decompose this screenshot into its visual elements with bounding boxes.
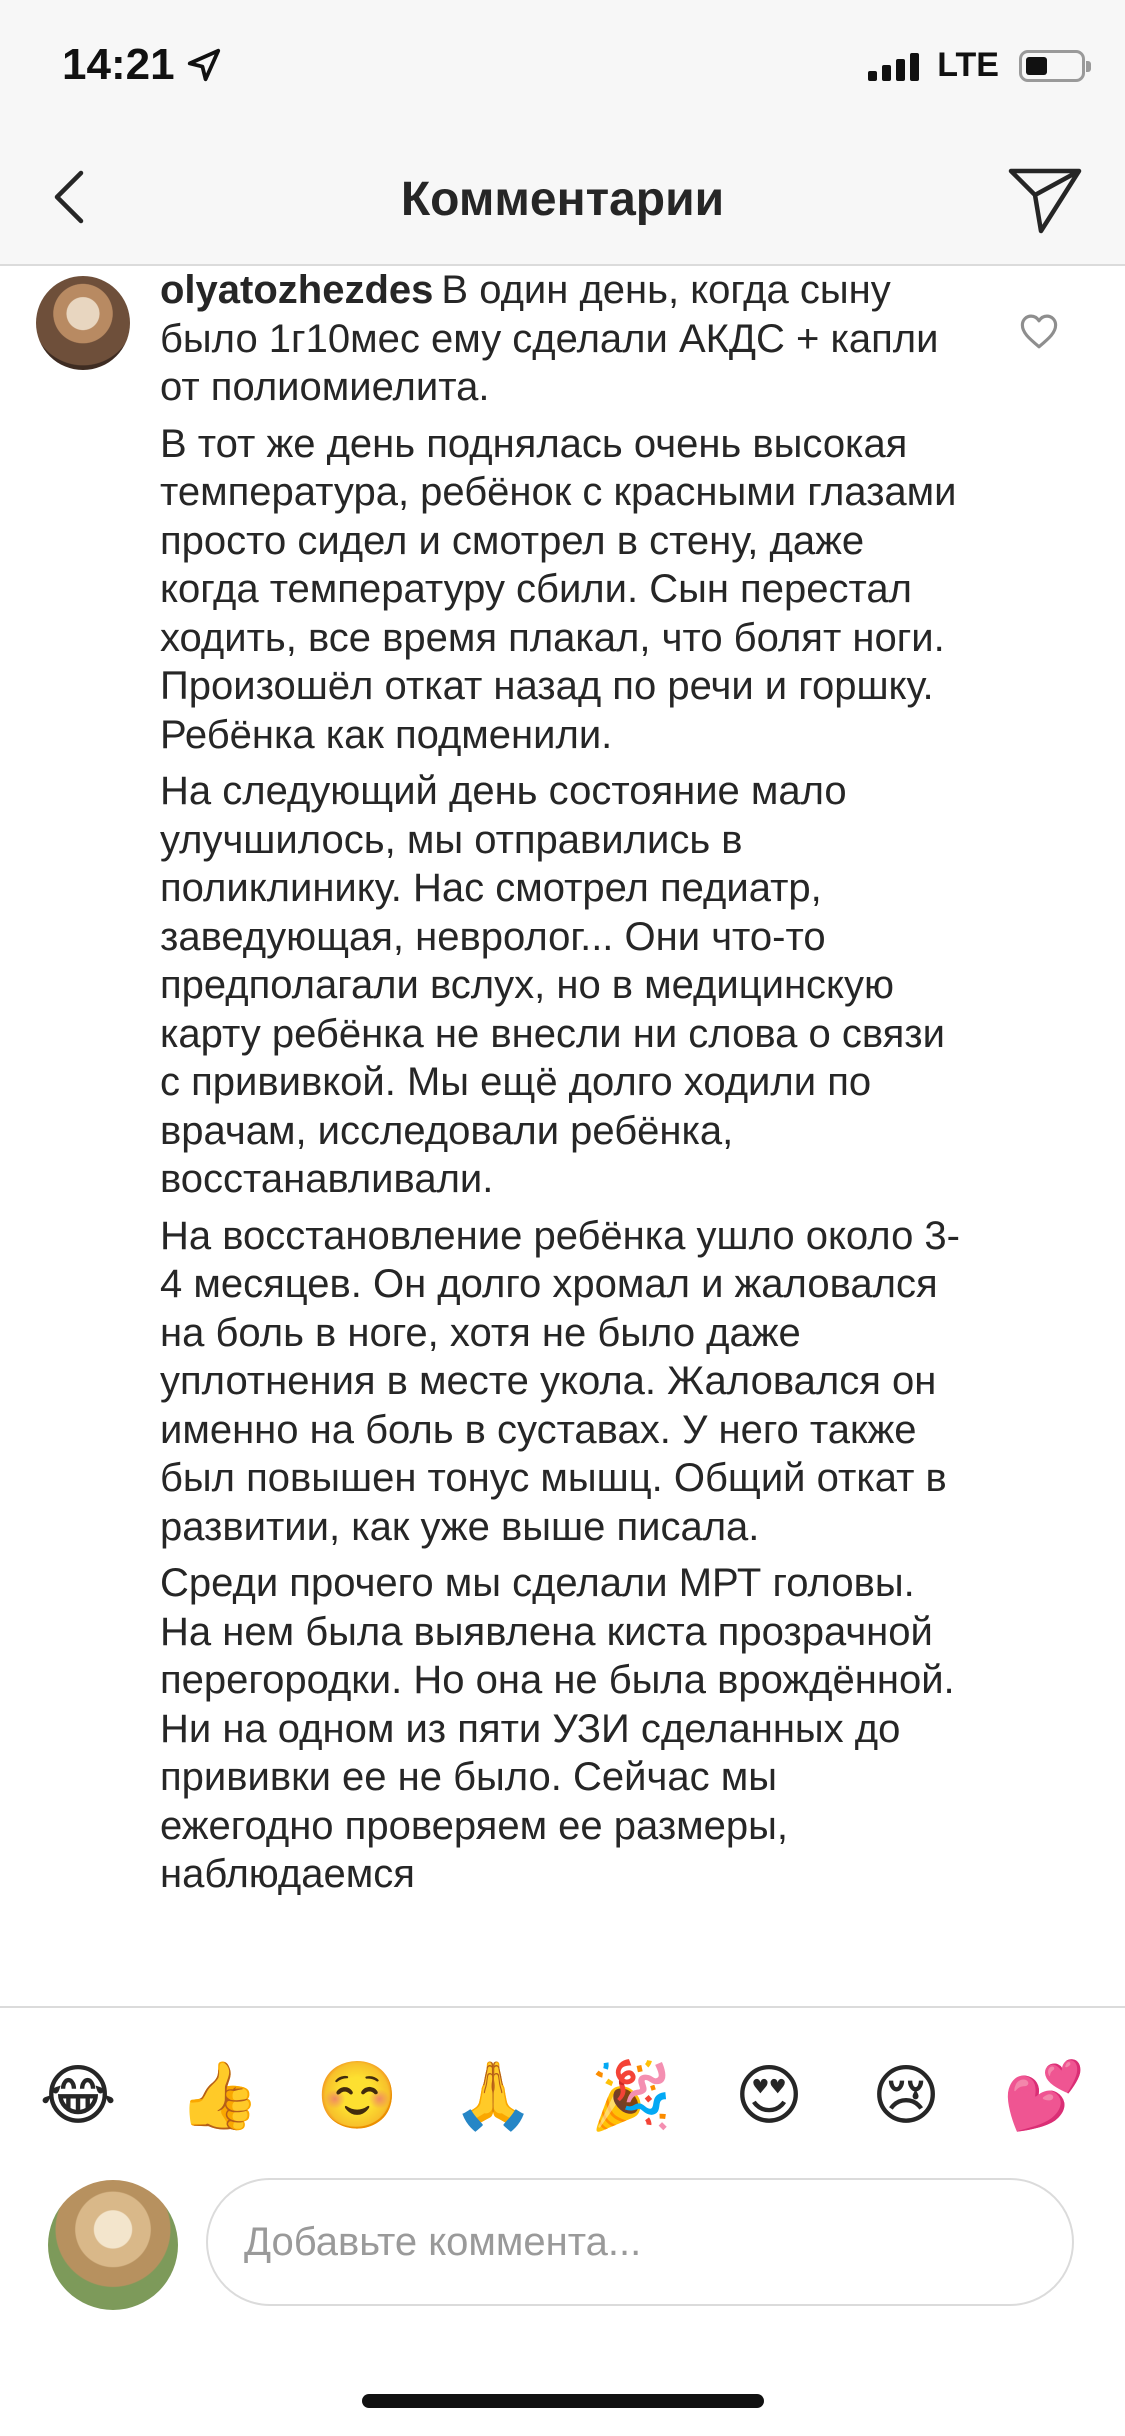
emoji-party-popper-icon[interactable]: 🎉 bbox=[590, 2057, 673, 2134]
avatar bbox=[48, 2180, 178, 2310]
status-bar bbox=[0, 0, 1125, 132]
status-time bbox=[62, 40, 223, 90]
emoji-two-hearts-icon[interactable]: 💕 bbox=[1003, 2057, 1086, 2134]
emoji-crying-icon[interactable]: 😢 bbox=[871, 2057, 941, 2134]
comment-paragraph bbox=[160, 266, 960, 412]
cellular-signal-icon bbox=[868, 51, 919, 81]
page-title: Комментарии bbox=[400, 173, 725, 226]
network-type: LTE bbox=[937, 46, 999, 84]
home-indicator[interactable] bbox=[362, 2394, 764, 2408]
comment-paragraph: В тот же день поднялась очень высокая температура, ребёнок с красными глазами просто сидел и смотрел в стену, даже когда температуру сбили. Сын перестал ходить, все время плакал, что болят ноги. Произошёл откат назад по речи и горшку. Ребёнка как подменили. bbox=[160, 421, 957, 757]
navigation-bar bbox=[0, 132, 1125, 266]
comment-paragraph: На восстановление ребёнка ушло около 3-4 месяцев. Он долго хромал и жаловался на боль в ноге, хотя не было даже уплотнения в месте укола. Жаловался он именно на боль в суставах. У него также был повышен тонус мышц. Общий откат в развитии, как уже выше писала. bbox=[160, 1213, 960, 1549]
emoji-bar bbox=[0, 2006, 1125, 2168]
comment-input[interactable] bbox=[206, 2178, 1074, 2306]
comment-text bbox=[160, 266, 960, 1907]
emoji-folded-hands-icon[interactable]: 🙏 bbox=[452, 2057, 535, 2134]
share-button[interactable] bbox=[1005, 160, 1085, 240]
emoji-tears-of-joy-icon[interactable]: 😂 bbox=[39, 2057, 117, 2134]
location-arrow-icon bbox=[185, 46, 223, 84]
comment-username[interactable]: olyatozhezdes bbox=[160, 268, 434, 312]
avatar[interactable] bbox=[36, 276, 130, 370]
comment-list[interactable] bbox=[0, 266, 1125, 2006]
comment-composer bbox=[0, 2166, 1125, 2356]
emoji-smiling-icon[interactable]: ☺️ bbox=[316, 2057, 399, 2134]
paper-plane-icon bbox=[1007, 165, 1083, 235]
status-indicators bbox=[868, 46, 1085, 85]
heart-icon[interactable] bbox=[1018, 310, 1060, 352]
comment-paragraph-text: В один день, когда сыну было 1г10мес ему сделали АКДС + капли от полиомиелита. bbox=[160, 268, 939, 409]
battery-icon bbox=[1019, 50, 1085, 82]
emoji-thumbs-up-icon[interactable]: 👍 bbox=[178, 2057, 261, 2134]
battery-level bbox=[1026, 57, 1047, 75]
emoji-heart-eyes-icon[interactable]: 😍 bbox=[734, 2057, 804, 2134]
comment-paragraph: На следующий день состояние мало улучшилось, мы отправились в поликлинику. Нас смотрел педиатр, заведующая, невролог... Они что-то предполагали вслух, но в медицинскую карту ребёнка не внесли ни слова о связи с прививкой. Мы ещё долго ходили по врачам, исследовали ребёнка, восстанавливали. bbox=[160, 769, 945, 1201]
clock-text: 14:21 bbox=[62, 40, 175, 89]
comment-paragraph: Среди прочего мы сделали МРТ головы. На нем была выявлена киста прозрачной перегородки. Но она не была врождённой. Ни на одном из пяти УЗИ сделанных до прививки ее не было. Сейчас мы ежегодно проверяем ее размеры, наблюдаемся bbox=[160, 1561, 955, 1896]
